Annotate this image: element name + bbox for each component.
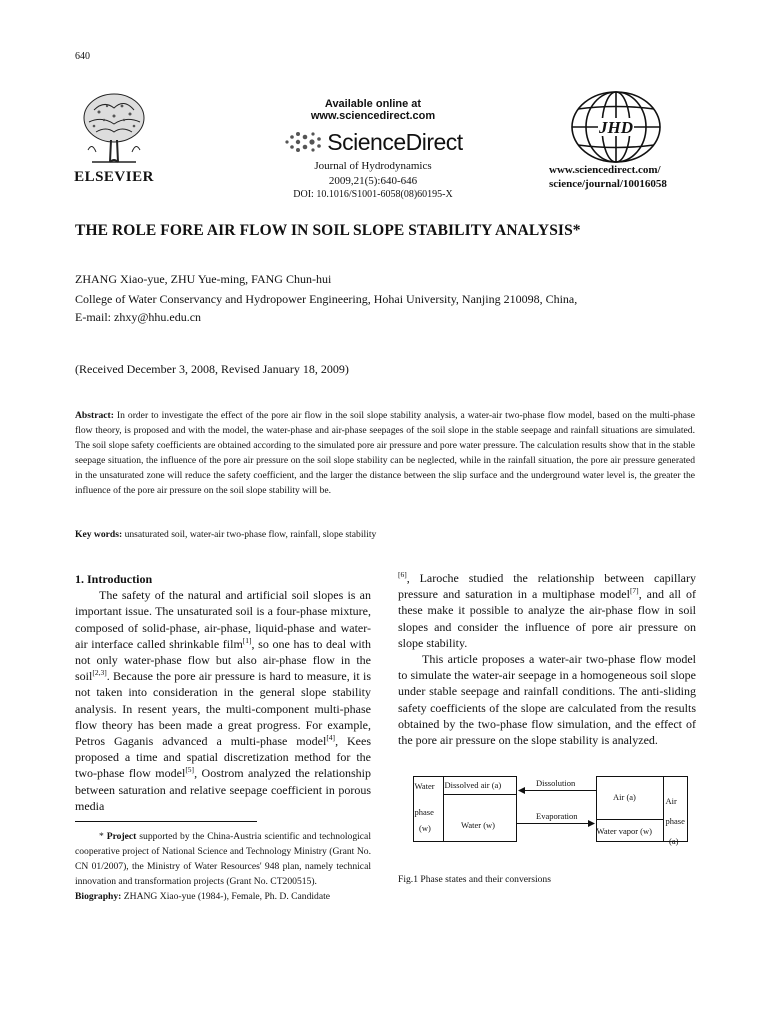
citation: [6] bbox=[398, 570, 407, 579]
jhd-url-line-2: science/journal/10016058 bbox=[549, 178, 667, 190]
page-number: 640 bbox=[75, 51, 90, 62]
footnote-marker: * bbox=[99, 831, 107, 842]
keywords-label: Key words: bbox=[75, 529, 123, 540]
water-phase-label-2: phase bbox=[414, 807, 434, 817]
journal-name: Journal of Hydrodynamics bbox=[314, 160, 432, 172]
abstract-text: In order to investigate the effect of the pore air flow in the soil slope stability analysis, a water-air two-phase flow model, based on the multi-phase flow theory, is proposed and with the model, the water-phase and air-phase seepages of the soil slope in the stable seepage and rainfall situations are simulated. The soil slope safety coefficients are obtained according to the simulated pore air pressure and pore water pressure. The calculation results show that in the stable seepage situation, the influence of the pore air pressure on the soil slope stability can be neglected, while in the rainfall situation, the pore air pressure generated in the unsaturated zone will reduce the safety coefficient, and the larger the distance between the slip surface and the underground water level is, the greater the influence of the pore air pressure on the soil slope stability will be. bbox=[75, 410, 695, 497]
air-phase-label-3: (a) bbox=[669, 836, 679, 846]
footnotes bbox=[75, 829, 371, 904]
water-phase-label-1: Water bbox=[414, 781, 435, 791]
section-heading-introduction: 1. Introduction bbox=[75, 572, 153, 586]
citation: [5] bbox=[185, 765, 195, 775]
sciencedirect-header bbox=[262, 98, 484, 200]
jhd-url bbox=[549, 163, 689, 191]
intro-paragraph-part-1 bbox=[75, 587, 371, 814]
biography-footnote bbox=[75, 889, 371, 904]
citation: [1] bbox=[242, 635, 252, 645]
air-label: Air (a) bbox=[613, 792, 636, 802]
keywords bbox=[75, 529, 695, 540]
project-footnote bbox=[75, 829, 371, 889]
air-phase-label-1: Air bbox=[665, 796, 677, 806]
available-online-text: Available online at www.sciencedirect.com bbox=[310, 98, 436, 122]
globe-icon bbox=[568, 90, 664, 164]
water-phase-label-3: (w) bbox=[419, 823, 431, 833]
dissolution-label: Dissolution bbox=[536, 778, 576, 788]
paper-title: THE ROLE FORE AIR FLOW IN SOIL SLOPE STABILITY ANALYSIS* bbox=[75, 222, 581, 239]
doi-text: DOI: 10.1016/S1001-6058(08)60195-X bbox=[293, 189, 453, 200]
received-dates: (Received December 3, 2008, Revised January 18, 2009) bbox=[75, 362, 349, 376]
citation: [2,3] bbox=[92, 668, 107, 678]
air-phase-label-2: phase bbox=[665, 816, 685, 826]
figure-1-phase-diagram bbox=[413, 770, 688, 848]
evaporation-label: Evaporation bbox=[536, 811, 578, 821]
abstract bbox=[75, 408, 695, 499]
elsevier-tree-icon bbox=[74, 90, 154, 170]
author-email: E-mail: zhxy@hhu.edu.cn bbox=[75, 310, 202, 324]
biography-label: Biography: bbox=[75, 891, 122, 902]
water-vapor-label: Water vapor (w) bbox=[596, 826, 652, 836]
left-column bbox=[75, 571, 371, 814]
elsevier-logo bbox=[74, 90, 154, 186]
intro-text: , Kees proposed a time and spatial discretization method for the two-phase flow model bbox=[75, 734, 371, 781]
elsevier-wordmark: ELSEVIER bbox=[74, 169, 154, 185]
sciencedirect-dots-icon bbox=[283, 131, 323, 153]
project-text: supported by the China-Austria scientific and technological cooperative project of National Science and Technology Ministry (Grant No. CN 01/2007), the Ministry of Water Resources' 948 plan, namely technical innovation and transformation projects (Grant No. CT200515). bbox=[75, 831, 371, 887]
sciencedirect-brand bbox=[262, 126, 484, 158]
dissolved-air-label: Dissolved air (a) bbox=[444, 780, 502, 790]
sciencedirect-wordmark: ScienceDirect bbox=[327, 128, 463, 155]
intro-text: , Laroche studied the relationship between capillary pressure and saturation in a multiphase model bbox=[398, 571, 696, 602]
project-label: Project bbox=[106, 831, 137, 842]
right-column bbox=[398, 570, 696, 748]
author-list: ZHANG Xiao-yue, ZHU Yue-ming, FANG Chun-hui bbox=[75, 272, 332, 286]
citation: [4] bbox=[326, 733, 336, 743]
intro-text: . Because the pore air pressure is hard to measure, it is not taken into consideration in the general slope stability analysis. In resent years, the multi-component multi-phase flow theory has been made a great progress. For example, Petros Gaganis advanced a multi-phase model bbox=[75, 669, 371, 749]
journal-volume: 2009,21(5):640-646 bbox=[328, 175, 418, 187]
abstract-label: Abstract: bbox=[75, 410, 114, 421]
intro-text: The safety of the natural and artificial soil slopes is an important issue. The unsaturated soil is a four-phase mixture, composed of solid-phase, air-phase, liquid-phase and water-air interface called shrinkable film bbox=[75, 588, 371, 651]
footnote-divider bbox=[75, 821, 257, 822]
intro-text: , and all of these make it possible to analyze the air-phase flow in soil slopes and consider the influence of pore air pressure on slope stability. bbox=[398, 587, 696, 650]
intro-text: , Oostrom analyzed the relationship between saturation and relative seepage coefficient in porous media bbox=[75, 766, 372, 813]
jhd-logo-text: JHD bbox=[599, 118, 633, 137]
intro-text: , so one has to deal with not only water-phase flow but also air-phase flow in the soil bbox=[75, 636, 371, 684]
intro-paragraph-2: This article proposes a water-air two-phase flow model to simulate the water-air seepage in a homogeneous soil slope under stable seepage and rainfall conditions. The anti-sliding safety coefficients of the slope are calculated from the results obtained by the two-phase flow simulation, and the effect of the pore air pressure on the slope stability is analyzed. bbox=[398, 652, 696, 748]
intro-paragraph-part-2 bbox=[398, 570, 696, 651]
water-label: Water (w) bbox=[461, 820, 496, 830]
figure-caption: Fig.1 Phase states and their conversions bbox=[398, 874, 551, 885]
jhd-globe-logo bbox=[568, 90, 664, 164]
biography-text: ZHANG Xiao-yue (1984-), Female, Ph. D. Candidate bbox=[121, 891, 331, 902]
affiliation: College of Water Conservancy and Hydropower Engineering, Hohai University, Nanjing 210098, China, bbox=[75, 292, 578, 306]
citation: [7] bbox=[629, 586, 639, 596]
jhd-url-line-1: www.sciencedirect.com/ bbox=[549, 164, 661, 176]
keywords-text: unsaturated soil, water-air two-phase flow, rainfall, slope stability bbox=[122, 529, 377, 540]
